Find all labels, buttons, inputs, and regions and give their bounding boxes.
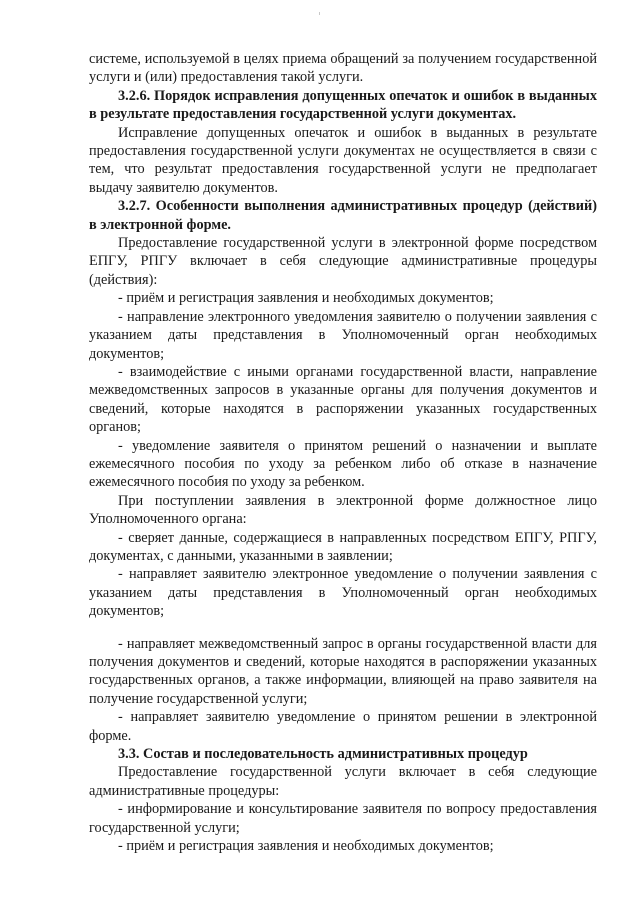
list-item: - приём и регистрация заявления и необходимых документов;: [118, 838, 494, 855]
scan-mark: [319, 12, 320, 15]
list-item: - направляет межведомственный запрос в органы государственной власти для получения документов и сведений, которые находятся в распоряжении указанных государственных органов, а также информации, влияющей на право заявителя на получение государственной услуги;: [89, 635, 597, 707]
list-item: - сверяет данные, содержащиеся в направленных посредством ЕПГУ, РПГУ, документах, с данными, указанными в заявлении;: [89, 529, 597, 564]
list-item: - направляет заявителю уведомление о принятом решении в электронной форме.: [89, 709, 597, 744]
list-item: - направление электронного уведомления заявителю о получении заявления с указанием даты представления в Уполномоченный орган необходимых документов;: [89, 308, 597, 362]
spacer: [89, 621, 597, 635]
heading-3-2-6: 3.2.6. Порядок исправления допущенных опечаток и ошибок в выданных в результате предоставления государственной услуги документах.: [89, 87, 597, 123]
list-item: - уведомление заявителя о принятом решений о назначении и выплате ежемесячного пособия по уходу за ребенком либо об отказе в назначение ежемесячного пособия по уходу за ребенком.: [89, 437, 597, 491]
paragraph-continuation: системе, используемой в целях приема обращений за получением государственной услуги и (или) предоставления такой услуги.: [89, 51, 597, 86]
list-item: - информирование и консультирование заявителя по вопросу предоставления государственной услуги;: [89, 801, 597, 836]
paragraph-corrections: Исправление допущенных опечаток и ошибок в выданных в результате предоставления государственной услуги документах не осуществляется в связи с тем, что результат предоставления государственной услуги не предполагает выдачу заявителю документов.: [89, 124, 597, 196]
paragraph-electronic-form: Предоставление государственной услуги в электронной форме посредством ЕПГУ, РПГУ включает в себя следующие административные процедуры (действия):: [89, 235, 597, 288]
list-item: - приём и регистрация заявления и необходимых документов;: [118, 290, 494, 307]
heading-3-2-7: 3.2.7. Особенности выполнения административных процедур (действий) в электронной форме.: [89, 198, 597, 233]
heading-3-3: 3.3. Состав и последовательность административных процедур: [118, 746, 528, 763]
paragraph-procedures: Предоставление государственной услуги включает в себя следующие административные процедуры:: [89, 764, 597, 799]
list-item: - взаимодействие с иными органами государственной власти, направление межведомственных запросов в указанные органы для получения документов и сведений, которые находятся в распоряжении указанных государственных органов;: [89, 363, 597, 436]
list-item: - направляет заявителю электронное уведомление о получении заявления с указанием даты представления в Уполномоченный орган необходимых документов;: [89, 566, 597, 620]
document-body: [89, 50, 597, 855]
paragraph-on-receipt: При поступлении заявления в электронной форме должностное лицо Уполномоченного органа:: [89, 492, 597, 528]
